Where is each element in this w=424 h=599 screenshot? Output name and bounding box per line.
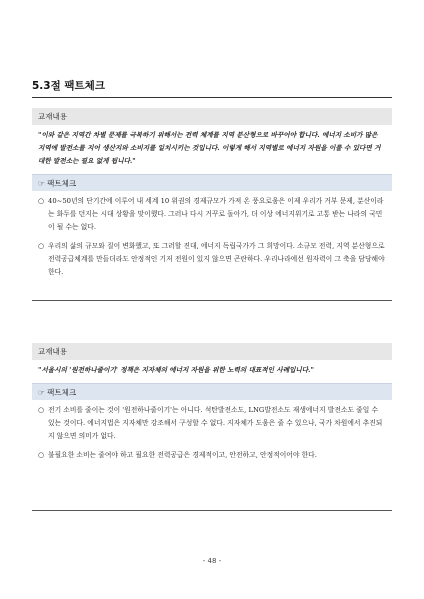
list-item — [38, 240, 386, 279]
list-item — [38, 404, 386, 443]
page-number: - 48 - — [202, 557, 222, 565]
bullet-text: 40~50년의 단기간에 이루어 내 세계 10 위권의 경제규모가 가져 온 풍요로움은 이제 우리가 거부 문제, 분산이라는 화두를 던지는 시대 상황을 맞이했다. 그러나 다시 거꾸로 돌아가, 더 이상 에너지위기로 고통 받는 나라의 국민이 될 수는 없다. — [48, 197, 384, 231]
circle-bullet-icon: ○ — [38, 242, 45, 250]
bullet-text: 우리의 삶의 규모와 질이 변화했고, 또 그러할 진대, 에너지 독립국가가 그 희망이다. 소규모 전력, 지역 분산형으로 전력공급체계를 만들더라도 안정적인 기저 전원이 있지 않으면 곤란하다. 우리나라에선 원자력이 그 축을 담당해야 한다. — [48, 242, 385, 276]
list-item — [38, 449, 386, 462]
circle-bullet-icon: ○ — [38, 406, 45, 414]
factcheck-label: ☞ 팩트체크 — [32, 383, 392, 400]
textbook-quote: "이와 같은 지역간 차별 문제를 극복하기 위해서는 전력 체계를 지역 분산형으로 바꾸어야 합니다. 에너지 소비가 많은 지역에 발전소를 지어 생산지와 소비지를 일치시키는 것입니다. 이렇게 해서 지역별로 에너지 자원을 이룰 수 있다면 거대한 발전소는 필요 없게 됩니다." — [38, 131, 381, 165]
textbook-content-label: 교재내용 — [32, 108, 392, 125]
textbook-content-label: 교재내용 — [32, 343, 392, 360]
list-item — [38, 195, 386, 234]
content-block-2 — [32, 343, 392, 468]
circle-bullet-icon: ○ — [38, 197, 45, 205]
textbook-quote: "서울시의 '원전하나줄이기' 정책은 지자체의 에너지 자원을 위한 노력의 대표적인 사례입니다." — [38, 366, 314, 374]
block-divider — [32, 510, 392, 511]
factcheck-list — [32, 191, 392, 279]
title-rule — [32, 97, 392, 98]
block-divider — [32, 300, 392, 301]
factcheck-list — [32, 400, 392, 462]
bullet-text: 전기 소비를 줄이는 것이 '원전하나줄이기'는 아니다. 석탄발전소도, LNG발전소도 재생에너지 발전소도 줄일 수 있는 것이다. 에너지법은 지자체만 강조해서 구성할 수 없다. 지자체가 도움은 줄 수 있으나, 국가 차원에서 추진되지 않으면 의미가 없다. — [48, 406, 383, 440]
section-title: 5.3절 팩트체크 — [32, 80, 105, 92]
factcheck-label: ☞ 팩트체크 — [32, 174, 392, 191]
circle-bullet-icon: ○ — [38, 451, 45, 459]
content-block-1 — [32, 108, 392, 285]
bullet-text: 불필요한 소비는 줄여야 하고 필요한 전력공급은 경제적이고, 안전하고, 안정적이어야 한다. — [48, 451, 317, 459]
